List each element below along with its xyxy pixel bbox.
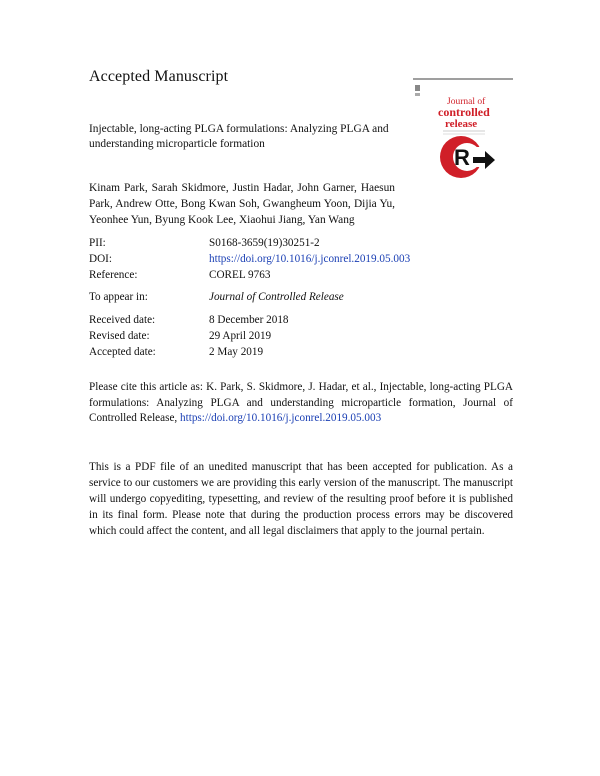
disclaimer-paragraph: This is a PDF file of an unedited manuscript that has been accepted for publication. As a service to our customers we are providing this early version of the manuscript. The manuscript will undergo copyediting, typesetting, and review of the resulting proof before it is published in its final form. Please note that during the production process errors may be discovered which could affect the content, and all legal disclaimers that apply to the journal pertain. <box>89 461 513 537</box>
citation-paragraph <box>89 380 513 427</box>
citation-text: Please cite this article as: K. Park, S. Skidmore, J. Hadar, et al., Injectable, long-acting PLGA formulations: Analyzing PLGA and understanding microparticle formation, Journal of Controlled Release, <box>89 381 513 424</box>
appear-label: To appear in: <box>89 291 148 303</box>
logo-text-line3: release <box>445 118 478 130</box>
metadata-block <box>89 235 509 365</box>
received-value: 8 December 2018 <box>209 314 289 326</box>
journal-logo-graphic <box>413 77 513 185</box>
author-list: Kinam Park, Sarah Skidmore, Justin Hadar, John Garner, Haesun Park, Andrew Otte, Bong Kwan Soh, Gwangheum Yoon, Dijia Yu, Yeonhee Yun, Byung Kook Lee, Xiaohui Jiang, Yan Wang <box>89 182 395 226</box>
received-label: Received date: <box>89 314 156 326</box>
accepted-label: Accepted date: <box>89 346 156 358</box>
revised-label: Revised date: <box>89 330 150 342</box>
doi-link[interactable]: https://doi.org/10.1016/j.jconrel.2019.05.003 <box>209 253 411 265</box>
reference-label: Reference: <box>89 269 138 281</box>
journal-name: Journal of Controlled Release <box>209 291 344 303</box>
page-heading: Accepted Manuscript <box>89 68 229 85</box>
pii-value: S0168-3659(19)30251-2 <box>209 237 320 249</box>
logo-text-line2: controlled <box>438 105 490 119</box>
journal-logo <box>413 77 513 185</box>
pii-label: PII: <box>89 237 106 249</box>
reference-value: COREL 9763 <box>209 269 271 281</box>
article-title: Injectable, long-acting PLGA formulations: Analyzing PLGA and understanding microparticle formation <box>89 123 389 150</box>
logo-r-letter: R <box>454 145 470 170</box>
accepted-value: 2 May 2019 <box>209 346 264 358</box>
logo-text-line1: Journal of <box>447 97 486 107</box>
doi-label: DOI: <box>89 253 112 265</box>
revised-value: 29 April 2019 <box>209 330 272 342</box>
citation-link[interactable]: https://doi.org/10.1016/j.jconrel.2019.05.003 <box>180 412 382 424</box>
